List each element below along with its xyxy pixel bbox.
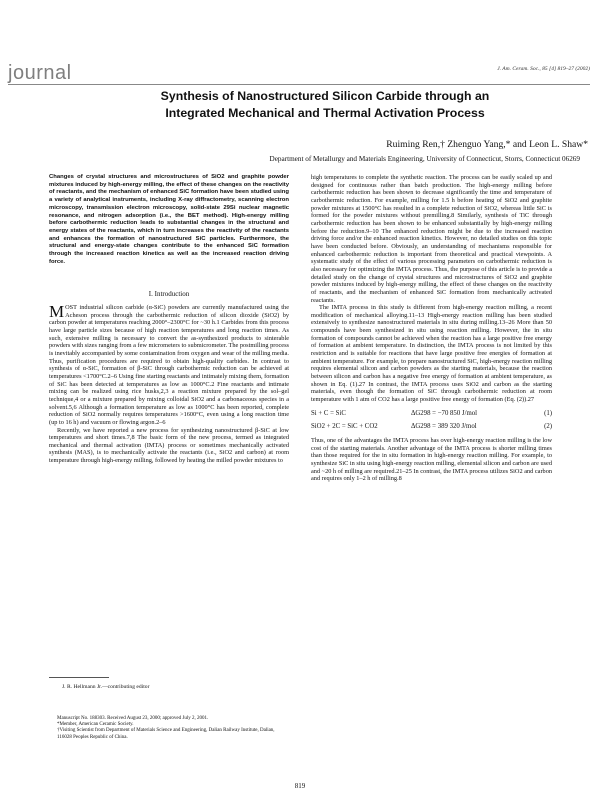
paragraph: Thus, one of the advantages the IMTA process has over high-energy reaction milling is the low cost of the starting materials. Another advantage of the IMTA process is shorter milling times than those required for the in situ formation in high-energy reaction milling. For example, to synthesize SiC in situ using high-energy reaction milling, elemental silicon and carbon are used and ~20 h of milling are required.21–25 In contrast, the IMTA process utilizes SiO2 and carbon and requires only 1–2 h of milling.8 xyxy=(311,437,552,483)
title-line: Synthesis of Nanostructured Silicon Carbide through an xyxy=(160,89,490,103)
article-title xyxy=(70,88,580,121)
title-line: Integrated Mechanical and Thermal Activation Process xyxy=(165,105,485,120)
equation-lhs: Si + C = SiC xyxy=(311,409,346,417)
paragraph xyxy=(49,304,289,427)
section-heading: I. Introduction xyxy=(148,290,190,298)
footnote-rule xyxy=(49,677,109,678)
journal-label: journal xyxy=(8,62,72,84)
member-note: *Member, American Ceramic Society. xyxy=(57,722,134,728)
equation-1 xyxy=(311,410,552,418)
abstract: Changes of crystal structures and microstructures of SiO2 and graphite powder mixtures induced by high-energy milling, the effect of these changes on the reactivity of reactants, and the mechanism of enhanced SiC formation have been studied using a variety of analytical instruments, including X-ray diffractometry, scanning electron microscopy, transmission electron microscopy, solid-state 29Si nuclear magnetic resonance, and nitrogen adsorption (i.e., the BET method). High-energy milling before carbothermic reduction leads to substantial changes in the structural and energy states of the reactants, which in turn increases the reactivity of the reactants and enhances the formation of nanostructured SiC particles. Furthermore, the structural and energy-state changes contribute to the enhanced SiC formation through the increased reaction kinetics as well as the increased reaction driving force. xyxy=(49,174,289,265)
header-rule xyxy=(8,84,590,85)
authors: Ruiming Ren,† Zhenguo Yang,* and Leon L. Shaw* xyxy=(386,139,588,150)
visiting-note: †Visiting Scientist from Department of Materials Science and Engineering, Dalian Railway Institute, Dalian, 116028 Peoples Republic of China. xyxy=(57,728,275,740)
paragraph: high temperatures to complete the synthetic reaction. The process can be easily scaled up and designed for continuous rather than batch production. The high-energy milling before carbothermic reduction has been shown to decrease significantly the time and temperature of carbothermic reduction. For example, milling for 1.5 h before heating of SiO2 and graphite powder mixtures at 1500°C has resulted in a complete reduction of SiO2, whereas little SiC is formed for the powder mixtures without premilling.8 Similarly, synthesis of TiC through carbothermic reduction has been shown to be enhanced substantially by high-energy milling before the reduction.9–10 The enhanced reduction might be due to the increased reaction driving force and/or the enhanced reaction kinetics. However, no detailed studies on this topic have been conducted before. Obviously, an understanding of mechanisms responsible for enhanced carbothermic reduction is important from theoretical and practical viewpoints. A systematic study of the effect of various processing parameters on carbothermic reduction is also necessary for optimizing the IMTA process. Thus, the purpose of this article is to provide a detailed study on the change of crystal structures and microstructures of SiO2 and graphite powder mixtures induced by high-energy milling, the effect of these changes on the reactivity of reactants, and the mechanism of enhanced SiC formation from mechanically activated reactants. xyxy=(311,174,552,304)
manuscript-note: Manuscript No. 188303. Received August 23, 2000; approved July 2, 2001. xyxy=(57,716,209,721)
page-number: 819 xyxy=(294,782,306,790)
footnotes xyxy=(49,716,289,741)
paragraph-text: OST industrial silicon carbide (α-SiC) powders are currently manufactured using the Acheson process through the carbothermic reduction of silicon dioxide (SiO2) by carbon powder at temperatures reaching 2000°–2300°C for ~30 h.1 Carbides from this process have large particle sizes because of high reaction temperatures and long reaction times. As such, extensive milling is necessary to convert the as-synthesized products to sinterable powders with sizes ranging from a few micrometers to submicrometer. The postmilling process is inevitably accompanied by some contamination from oxygen and wear of the milling media. Thus, purification procedures are required to obtain high-quality carbides. In contrast to synthesis of α-SiC, formation of β-SiC through carbothermic reduction can be achieved at temperatures <1700°C.2–6 Using fine starting reactants and intimately mixing them, formation of SiC has been detected at temperatures as low as 1000°C.2 Fine reactants and intimate mixing can be realized using rice husks,2,3 a reaction mixture prepared by the sol–gel technique,4 or a mixture prepared by mixing colloidal SiO2 and a carbonaceous species in a solvent.5,6 Although a formation temperature as low as 1000°C has been reported, complete reduction of SiO2 normally requires temperatures >1600°C, even using a long reaction time (up to 16 h) and vacuum or flowing argon.2–6 xyxy=(49,304,289,426)
affiliation: Department of Metallurgy and Materials Engineering, University of Connecticut, Storrs, Connecticut 06269 xyxy=(269,155,580,163)
paragraph: The IMTA process in this study is different from high-energy reaction milling, a recent modification of mechanical alloying.11–13 High-energy reaction milling has been studied extensively to synthesize nanostructured materials in situ during milling.13–26 More than 50 compounds have been synthesized in situ using reaction milling. However, the in situ formation of compounds cannot be achieved when the reaction has a large positive free energy of formation at ambient temperature. In distinction, the IMTA process is not limited by this restriction and is suitable for reactions that have large positive free energies of formation at ambient temperature. For example, to prepare nanostructured SiC, high-energy reaction milling requires elemental silicon and carbon powders as the starting materials, because the reaction between silicon and carbon has a negative free energy of formation at ambient temperature, as shown in Eq. (1).27 In contrast, the IMTA process uses SiO2 and carbon as the starting materials, even though the formation of SiC through carbothermic reduction at room temperature with 1 atm of CO2 has a large positive free energy of formation (Eq. (2)).27 xyxy=(311,304,552,404)
equation-rhs: ΔG298 = 389 320 J/mol xyxy=(411,423,477,431)
equation-number: (1) xyxy=(544,409,552,417)
paragraph: Recently, we have reported a new process for synthesizing nanostructured β-SiC at low temperatures and short times.7,8 The basic form of the new process, termed as integrated mechanical and thermal activation (IMTA) process or sometimes mechanically activated synthesis (MAS), is to mechanically activate the reactants (i.e., SiO2 and carbon) at room temperature through high-energy milling, followed by heating the milled powder mixtures to xyxy=(49,426,289,465)
right-column-body xyxy=(311,174,552,483)
equation-number: (2) xyxy=(544,423,552,431)
citation: J. Am. Ceram. Soc., 85 [4] 819–27 (2002) xyxy=(497,66,590,72)
left-column-body xyxy=(49,304,289,465)
equation-lhs: SiO2 + 2C = SiC + CO2 xyxy=(311,423,378,431)
equation-rhs: ΔG298 = −70 850 J/mol xyxy=(411,409,478,417)
equation-2 xyxy=(311,423,552,431)
drop-cap: M xyxy=(49,302,65,321)
editor-note: J. R. Hellmann Jr.—contributing editor xyxy=(62,684,150,690)
